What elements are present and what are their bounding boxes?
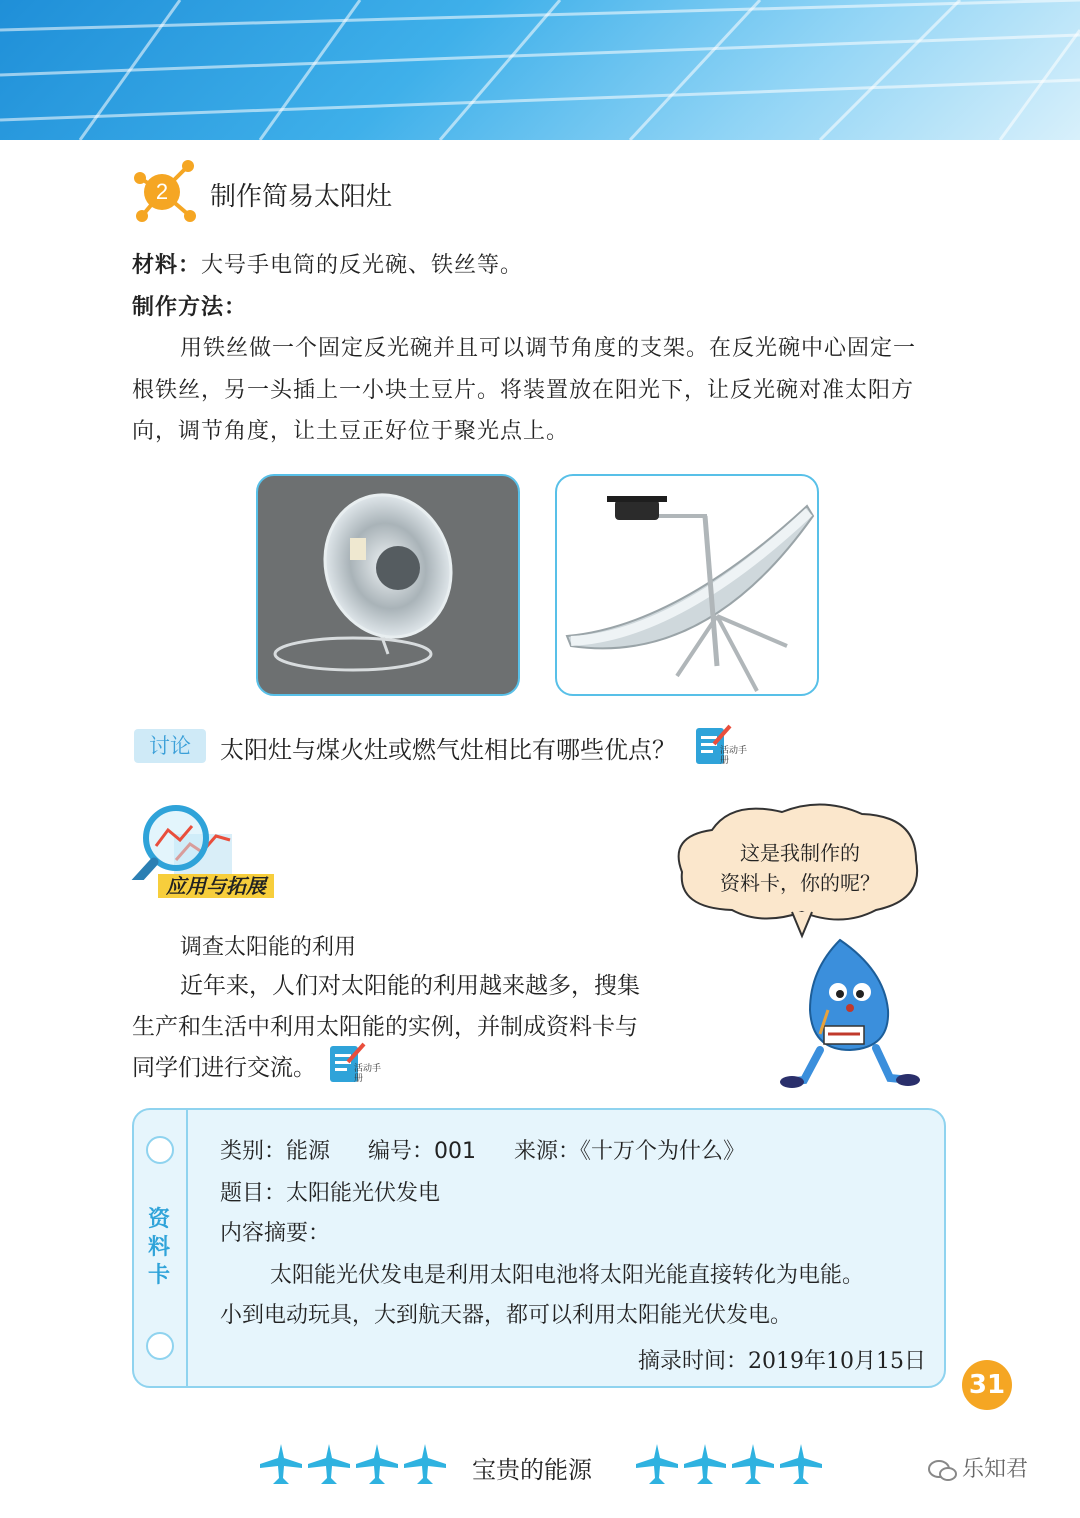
- card-number: 编号：001: [368, 1139, 477, 1164]
- card-summary-line-1: 太阳能光伏发电是利用太阳电池将太阳光能直接转化为电能。: [270, 1263, 865, 1288]
- reflector-bowl-illustration: [258, 476, 520, 696]
- solar-cooker-photo: [555, 474, 819, 696]
- solar-cooker-illustration: [557, 476, 819, 696]
- method-line-3: 向，调节角度，让土豆正好位于聚光点上。: [132, 419, 570, 444]
- card-source: 来源：《十万个为什么》: [514, 1139, 746, 1164]
- speech-bubble-text: [700, 838, 900, 898]
- page-number: 31: [962, 1360, 1012, 1410]
- activity-book-label: 活动手册: [720, 746, 748, 766]
- application-title: 应用与拓展: [158, 874, 274, 898]
- section-heading: [128, 158, 528, 228]
- discussion-question: 太阳灶与煤火灶或燃气灶相比有哪些优点？: [220, 736, 676, 764]
- mascot-illustration: [780, 930, 920, 1090]
- wechat-icon: [928, 1458, 958, 1484]
- magnifier-chart-icon: [128, 800, 318, 880]
- activity-book-label-2: 活动手册: [354, 1064, 382, 1084]
- card-hole-top: [146, 1136, 174, 1164]
- section-number: 2: [144, 174, 180, 210]
- speech-bubble-line-2: 资料卡，你的呢？: [720, 871, 880, 895]
- airplane-icons-left: [256, 1442, 456, 1488]
- data-card: [132, 1108, 946, 1388]
- activity-book-icon[interactable]: [692, 724, 748, 772]
- footer-title: 宝贵的能源: [472, 1456, 592, 1484]
- card-summary-line-2: 小到电动玩具，大到航天器，都可以利用太阳能光伏发电。: [220, 1303, 793, 1328]
- method-line-2: 根铁丝，另一头插上一小块土豆片。将装置放在阳光下，让反光碗对准太阳方: [132, 378, 915, 403]
- solar-panel-grid: [0, 0, 1080, 140]
- materials-text: 大号手电筒的反光碗、铁丝等。: [201, 253, 524, 278]
- method-label: 制作方法：: [132, 294, 248, 320]
- survey-title: 调查太阳能的利用: [180, 935, 357, 960]
- card-category: 类别：能源: [220, 1139, 331, 1164]
- airplane-icons-right: [632, 1442, 832, 1488]
- card-summary-label: 内容摘要：: [220, 1221, 331, 1246]
- survey-line-1: 近年来，人们对太阳能的利用越来越多，搜集: [180, 973, 640, 999]
- data-card-side: [134, 1110, 188, 1386]
- speech-bubble-line-1: 这是我制作的: [740, 841, 860, 865]
- activity-book-icon-2[interactable]: [326, 1042, 382, 1090]
- watermark-text: 乐知君: [962, 1457, 1029, 1482]
- materials-label: 材料：: [132, 252, 202, 278]
- card-hole-bottom: [146, 1332, 174, 1360]
- solar-panel-banner: [0, 0, 1080, 140]
- card-meta-line: [220, 1134, 745, 1165]
- survey-line-3: 同学们进行交流。: [132, 1055, 316, 1081]
- application-heading: [128, 800, 318, 900]
- survey-line-2: 生产和生活中利用太阳能的实例，并制成资料卡与: [132, 1014, 638, 1040]
- water-drop-mascot: [780, 930, 920, 1090]
- materials-paragraph: [132, 248, 952, 279]
- card-topic: 题目：太阳能光伏发电: [220, 1181, 441, 1206]
- section-title: 制作简易太阳灶: [210, 182, 393, 212]
- data-card-label: 资料卡: [147, 1207, 170, 1288]
- method-line-1: 用铁丝做一个固定反光碗并且可以调节角度的支架。在反光碗中心固定一: [180, 336, 917, 361]
- reflector-bowl-photo: [256, 474, 520, 696]
- card-date: 摘录时间：2019年10月15日: [638, 1349, 926, 1374]
- survey-body: [132, 966, 702, 1089]
- discussion-tag: 讨论: [134, 729, 206, 763]
